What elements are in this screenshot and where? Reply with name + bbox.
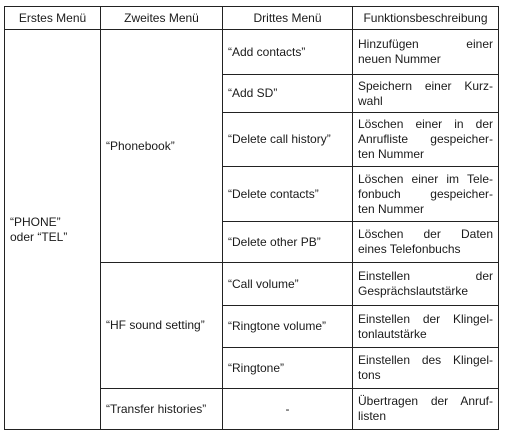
description-cell — [353, 348, 499, 389]
description-line: Hinzufügen einer — [358, 37, 493, 51]
third-menu-cell: “Delete other PB” — [223, 222, 353, 263]
description-line: Einstellen des Klingel- — [358, 353, 493, 367]
description-line: Anrufliste gespeicher- — [358, 132, 493, 146]
second-menu-hf-sound: “HF sound setting” — [101, 263, 223, 389]
header-first-menu: Erstes Menü — [5, 7, 101, 30]
function-table-container — [4, 6, 499, 430]
description-line: Gesprächslautstärke — [358, 284, 469, 298]
header-third-menu: Drittes Menü — [223, 7, 353, 30]
description-line: ten Nummer — [358, 201, 425, 216]
third-menu-cell: “Call volume” — [223, 263, 353, 306]
description-line: wahl — [358, 93, 383, 108]
third-menu-cell: - — [223, 389, 353, 430]
second-menu-phonebook: “Phonebook” — [101, 30, 223, 263]
table-row — [5, 30, 499, 75]
description-cell — [353, 306, 499, 348]
header-second-menu: Zweites Menü — [101, 7, 223, 30]
first-menu-line2: oder “TEL” — [10, 229, 68, 244]
second-menu-transfer: “Transfer histories” — [101, 389, 223, 430]
function-table — [4, 6, 499, 430]
third-menu-cell: “Ringtone volume” — [223, 306, 353, 348]
description-line: Einstellen der Klingel- — [358, 311, 493, 326]
description-line: Übertragen der Anruf- — [358, 394, 493, 408]
description-cell — [353, 263, 499, 306]
header-function-description: Funktionsbeschreibung — [353, 7, 499, 30]
first-menu-line1: “PHONE” — [10, 214, 61, 229]
third-menu-cell: “Add contacts” — [223, 30, 353, 75]
description-cell — [353, 113, 499, 167]
header-row — [5, 7, 499, 30]
description-line: fonbuch gespeicher- — [358, 186, 493, 201]
description-line: Speichern einer Kurz- — [358, 78, 493, 93]
third-menu-cell: “Delete contacts” — [223, 167, 353, 222]
description-line: ten Nummer — [358, 147, 425, 161]
third-menu-cell: “Add SD” — [223, 75, 353, 113]
description-cell — [353, 222, 499, 263]
description-line: listen — [358, 409, 387, 423]
first-menu-cell — [5, 30, 101, 430]
description-line: Einstellen der — [358, 269, 493, 283]
description-cell — [353, 75, 499, 113]
description-cell — [353, 389, 499, 430]
description-line: Löschen der Daten — [358, 227, 493, 241]
description-line: neuen Nummer — [358, 52, 441, 66]
description-line: Löschen einer in der — [358, 117, 493, 131]
third-menu-cell: “Delete call history” — [223, 113, 353, 167]
description-line: eines Telefonbuchs — [358, 242, 461, 256]
description-line: tonlautstärke — [358, 326, 427, 341]
description-cell — [353, 30, 499, 75]
third-menu-cell: “Ringtone” — [223, 348, 353, 389]
description-cell — [353, 167, 499, 222]
description-line: Löschen einer im Tele- — [358, 171, 493, 186]
description-line: tons — [358, 368, 381, 382]
